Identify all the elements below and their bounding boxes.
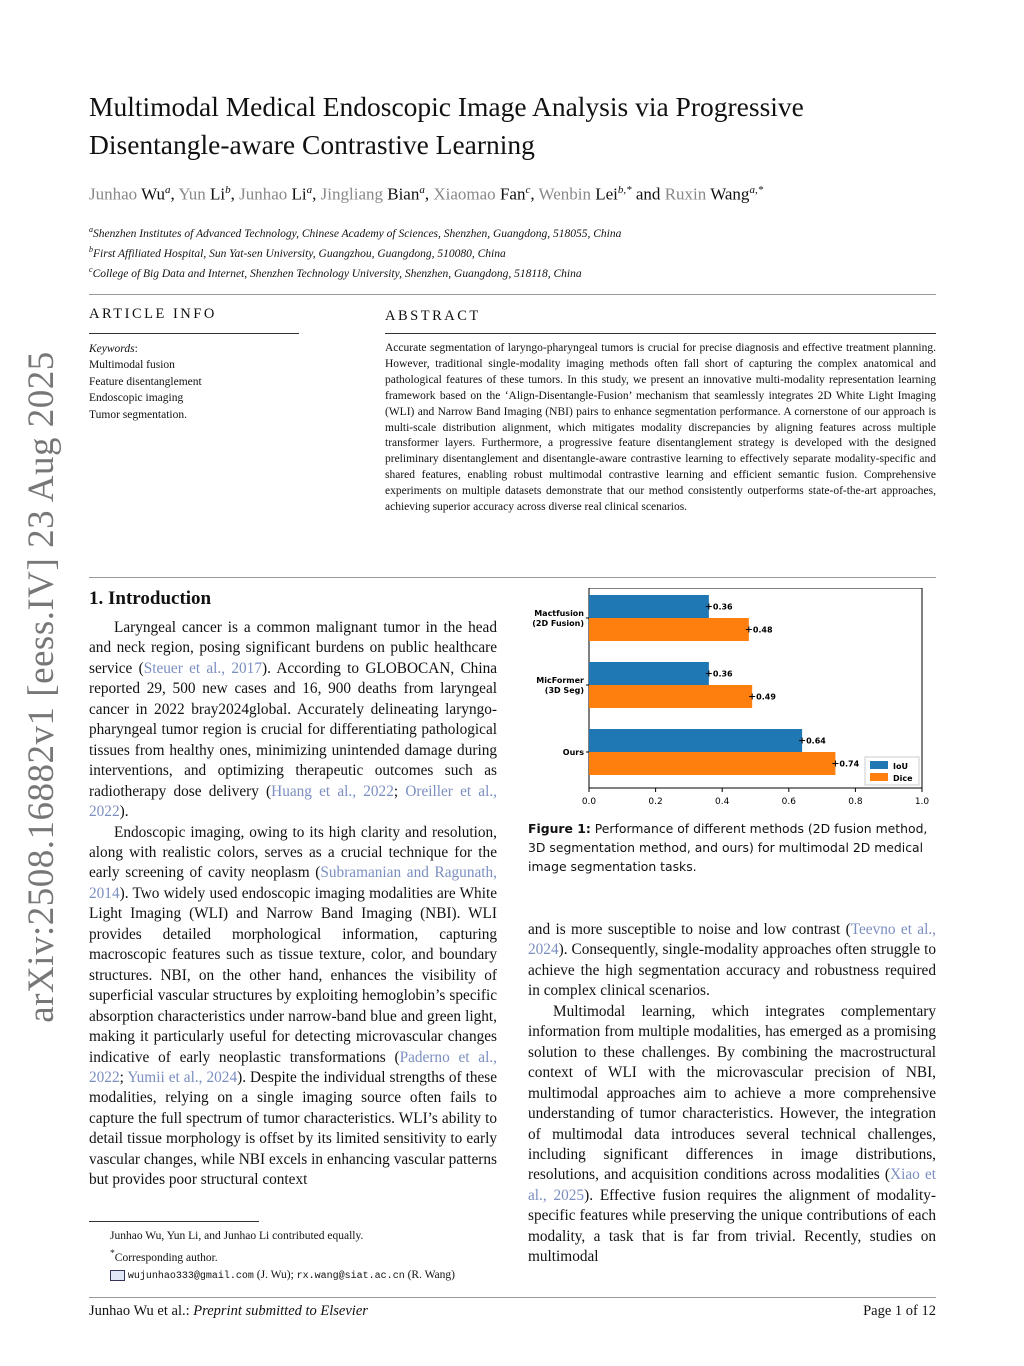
category-label: Ours	[562, 748, 584, 757]
abstract-text: Accurate segmentation of laryngo-pharyngeal tumors is crucial for precise diagnosis and effective treatment planning. However, traditional single-modality imaging methods often fall short of capturing the complex anatomical and pathological features of these tumors. In this study, we present an innovative multi-modality representation learning framework based on the ‘Align-Disentangle-Fusion’ mechanism that seamlessly integrates 2D White Light Imaging (WLI) and Narrow Band Imaging (NBI) pairs to enhance segmentation performance. A cornerstone of our approach is multi-scale distribution alignment, which mitigates modality discrepancies by aligning features across multiple transformer layers. Furthermore, a progressive feature disentanglement strategy is developed with the designed preliminary disentanglement and disentangle-aware contrastive learning to effectively separate modality-specific and shared features, enabling robust multimodal contrastive learning and efficient semantic fusion. Comprehensive experiments on multiple datasets demonstrate that our method consistently outperforms state-of-the-art approaches, achieving superior accuracy across diverse real clinical scenarios.	[385, 342, 936, 514]
author-last-name: Lei	[595, 184, 618, 204]
citation-link[interactable]: Huang et al., 2022	[271, 782, 394, 800]
left-column	[89, 618, 497, 1191]
body-text: ).	[119, 803, 129, 821]
citation-link[interactable]: Xiao et al., 2025	[528, 1166, 936, 1204]
email-link[interactable]: wujunhao333@gmail.com	[127, 1270, 254, 1282]
keywords-label: Keywords:	[89, 343, 138, 355]
divider	[89, 333, 299, 334]
data-label: 0.64	[806, 736, 826, 746]
paragraph	[528, 920, 936, 1002]
paper-title	[89, 88, 949, 164]
body-text: Multimodal learning, which integrates complementary information from multiple modalities, has emerged as a promising solution to these challenges. By combining the macrostructural context of WLI with the microvascular precision of NBI, multimodal approaches aim to achieve a more comprehensive understanding of tumor characteristics. However, the integration of multimodal data introduces several technical challenges, including significant differences in image distributions, resolutions, and acquisition conditions across modalities (	[528, 1002, 936, 1184]
article-info-heading: ARTICLE INFO	[89, 306, 217, 322]
legend-swatch	[870, 761, 888, 769]
body-text: Laryngeal cancer is a common malignant tumor in the head and neck region, posing significant burdens on public healthcare service (	[89, 619, 497, 677]
affiliation-a: $^a$Shenzhen Institutes of Advanced Technology, Chinese Academy of Sciences, Shenzhen, Guangdong, 518055, China	[89, 225, 622, 240]
author-affiliation-mark: c	[525, 184, 531, 196]
section-heading: 1. Introduction	[89, 588, 212, 609]
x-tick-label: 0.2	[648, 797, 663, 807]
footnote-corresponding: *Corresponding author.	[110, 1248, 218, 1264]
author-last-name: Wang	[710, 184, 750, 204]
footnote-rule	[89, 1221, 259, 1222]
author-first-name: Xiaomao	[433, 184, 500, 204]
citation-link[interactable]: Teevno et al., 2024	[528, 921, 936, 959]
author-affiliation-mark: a,*	[749, 184, 764, 196]
right-column	[528, 920, 936, 1268]
footnote-emails: wujunhao333@gmail.com (J. Wu); rx.wang@siat.ac.cn (R. Wang)	[110, 1267, 490, 1285]
body-text: ;	[393, 782, 406, 800]
category-label: MicFormer	[536, 676, 584, 685]
body-text: ). Despite the individual strengths of these modalities, relying on a single imaging source often fails to capture the full spectrum of tumor characteristics. WLI’s ability to detail tissue morphology is offset by its limited sensitivity to early vascular changes, while NBI excels in enhancing vascular patterns but provides poor structural context	[89, 1068, 498, 1189]
data-label: 0.48	[752, 625, 773, 635]
affiliation-c: $^c$College of Big Data and Internet, Shenzhen Technology University, Shenzhen, Guangdong, 518118, China	[89, 265, 582, 280]
category-label: (2D Fusion)	[532, 619, 584, 628]
author-first-name: Yun	[178, 184, 211, 204]
x-tick-label: 0.6	[781, 797, 796, 807]
email-link[interactable]: rx.wang@siat.ac.cn	[296, 1270, 405, 1282]
category-label: (3D Seg)	[544, 686, 584, 695]
affiliation-b: $^b$First Affiliated Hospital, Sun Yat-sen University, Guangzhou, Guangdong, 510080, China	[89, 245, 506, 260]
footnote-equal: Junhao Wu, Yun Li, and Junhao Li contributed equally.	[110, 1230, 364, 1242]
data-label: 0.49	[756, 692, 776, 702]
paragraph	[89, 618, 497, 823]
body-text: Endoscopic imaging, owing to its high clarity and resolution, along with realistic colors, serves as a crucial technique for the early screening of cavity neoplasm (	[89, 823, 497, 882]
citation-link[interactable]: Paderno et al., 2022	[89, 1048, 497, 1086]
author-affiliation-mark: a	[306, 184, 313, 196]
paragraph	[89, 823, 497, 1191]
body-text: ). Consequently, single-modality approaches often struggle to achieve the high segmentation accuracy and robustness required in complex clinical scenarios.	[528, 941, 936, 1000]
x-tick-label: 0.4	[715, 797, 730, 807]
body-text: ). According to GLOBOCAN, China reported 29, 500 new cases and 16, 900 deaths from laryngeal cancer in 2022 bray2024global. Accurately delineating laryngo-pharyngeal tumor region is crucial for differentiating pathological tissues from healthy ones, minimizing unintended damage during interventions, and optimizing therapeutic outcomes such as radiotherapy dose delivery (	[89, 659, 498, 800]
citation-link[interactable]: Steuer et al., 2017	[143, 659, 262, 677]
keyword: Tumor segmentation.	[89, 408, 187, 421]
x-tick-label: 0.8	[848, 797, 863, 807]
author-last-name: Bian	[387, 184, 420, 204]
author-last-name: Li	[210, 184, 226, 204]
divider	[89, 294, 936, 295]
body-text: ). Two widely used endoscopic imaging modalities are White Light Imaging (WLI) and Narrow Band Imaging (NBI). WLI provides detailed morphological information, capturing macroscopic features such as tissue texture, color, and boundary structures. NBI, on the other hand, enhances the visibility of superficial vascular structures by exploiting hemoglobin’s specific absorption characteristics under narrow-band blue and green light, making it particularly useful for detecting microvascular changes indicative of early neoplastic transformations (	[89, 884, 497, 1066]
performance-bar-chart	[528, 588, 938, 810]
citation-link[interactable]: Yumii et al., 2024	[127, 1068, 238, 1086]
legend-swatch	[870, 773, 888, 781]
footer-left: Junhao Wu et al.: Preprint submitted to Elsevier	[89, 1303, 368, 1319]
keyword: Multimodal fusion	[89, 359, 175, 372]
title-line-2: Disentangle-aware Contrastive Learning	[89, 129, 535, 160]
keywords-block	[89, 341, 299, 423]
body-text: and is more susceptible to noise and low contrast (	[528, 921, 851, 938]
author-last-name: Wu	[141, 184, 165, 204]
author-affiliation-mark: b,*	[617, 184, 632, 196]
bar-iou	[589, 729, 802, 752]
author-first-name: Jingliang	[320, 184, 388, 204]
bar-dice	[589, 618, 749, 641]
author-first-name: Ruxin	[664, 184, 711, 204]
bar-iou	[589, 595, 709, 618]
page-number: Page 1 of 12	[863, 1303, 936, 1319]
author-list: Junhao Wu$^a$, Yun Li$^b$, Junhao Li$^a$, Jingliang Bian$^a$, Xiaomao Fan$^c$, Wenbin Lei$^{b,*}$ and Ruxin Wang$^{a,*}$	[89, 184, 764, 204]
title-line-1: Multimodal Medical Endoscopic Image Analysis via Progressive	[89, 91, 804, 122]
data-label: 0.36	[712, 602, 733, 612]
bar-iou	[589, 662, 709, 685]
bar-dice	[589, 685, 752, 708]
author-last-name: Li	[291, 184, 307, 204]
keyword: Endoscopic imaging	[89, 392, 184, 405]
citation-link[interactable]: Oreiller et al., 2022	[89, 782, 497, 821]
author-affiliation-mark: a	[419, 184, 425, 196]
footnotes	[110, 1228, 490, 1285]
divider	[89, 577, 936, 578]
keyword: Feature disentanglement	[89, 375, 202, 388]
legend-label: IoU	[893, 762, 908, 771]
author-affiliation-mark: a	[164, 184, 171, 196]
abstract-heading: ABSTRACT	[385, 308, 481, 324]
figure-caption: Figure 1: Performance of different methods (2D fusion method, 3D segmentation method, and ours) for multimodal 2D medical image segmentation tasks.	[528, 821, 928, 874]
author-first-name: Wenbin	[538, 184, 596, 204]
paragraph	[528, 1002, 936, 1268]
divider	[385, 333, 936, 334]
x-tick-label: 1.0	[914, 797, 930, 807]
arxiv-identifier: arXiv:2508.16882v1 [eess.IV] 23 Aug 2025	[21, 351, 62, 1023]
author-affiliation-mark: b	[225, 184, 231, 196]
body-text: ;	[119, 1068, 128, 1086]
author-last-name: Fan	[499, 184, 526, 204]
footer-rule	[89, 1297, 936, 1298]
legend-label: Dice	[893, 774, 913, 783]
citation-link[interactable]: Subramanian and Ragunath, 2014	[89, 864, 497, 902]
author-first-name: Junhao	[89, 184, 142, 204]
author-first-name: Junhao	[239, 184, 292, 204]
category-label: Mactfusion	[534, 609, 584, 618]
envelope-icon	[110, 1270, 125, 1281]
data-label: 0.74	[839, 759, 860, 769]
x-tick-label: 0.0	[581, 797, 597, 807]
bar-dice	[589, 752, 835, 775]
data-label: 0.36	[712, 669, 733, 679]
body-text: ). Effective fusion requires the alignment of modality-specific features while preserving the unique contributions of each modality, a task that is far from trivial. Recently, studies on multimodal	[528, 1186, 936, 1266]
